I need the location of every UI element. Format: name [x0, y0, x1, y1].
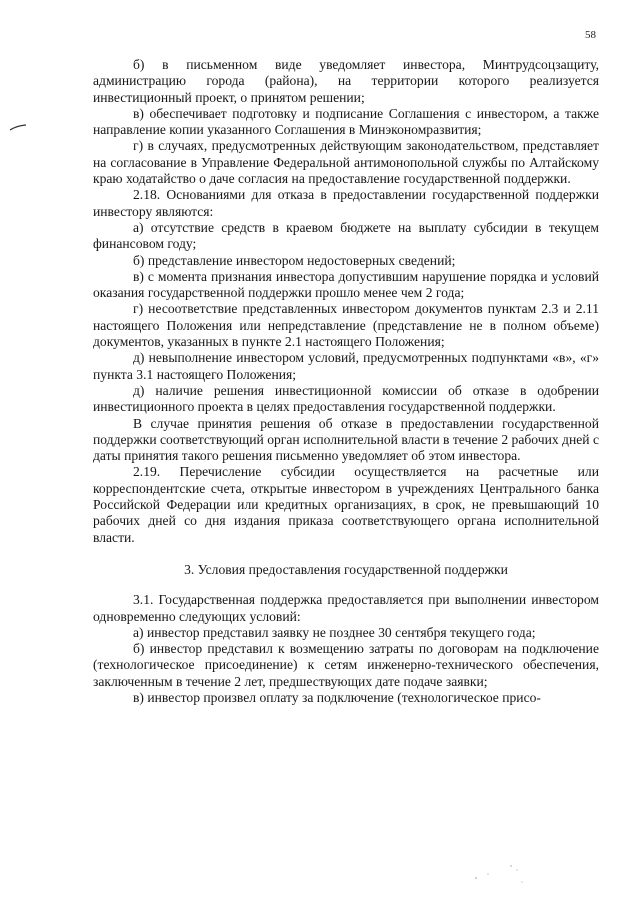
paragraph: в) инвестор произвел оплату за подключение (технологическое присо-: [133, 689, 541, 705]
paragraph: г) несоответствие представленных инвестором документов пунктам 2.3 и 2.11 настоящего Положения или непредставление (представление не в полном объеме) документов, указанных в пункте 2.1 настоящего Положения;: [93, 301, 599, 350]
paragraph: а) инвестор представил заявку не позднее 30 сентября текущего года;: [133, 624, 536, 640]
paragraph: б) в письменном виде уведомляет инвестора, Минтрудсоцзащиту, администрацию города (района), на территории которого реализуется инвестиционный проект, о принятом решении;: [93, 57, 599, 105]
paragraph: В случае принятия решения об отказе в предоставлении государственной поддержки соответствующий орган исполнительной власти в течение 2 рабочих дней с даты принятия такого решения письменно уведомляет об этом инвестора.: [93, 415, 599, 464]
paragraph: б) инвестор представил к возмещению затраты по договорам на подключение (технологическое присоединение) к сетям инженерно-технического обеспечения, заключенным в течение 2 лет, предшествующих дате подаче заявки;: [93, 641, 599, 689]
paragraph: а) отсутствие средств в краевом бюджете на выплату субсидии в текущем финансовом году;: [93, 219, 599, 252]
paragraph: д) невыполнение инвестором условий, предусмотренных подпунктами «в», «г» пункта 3.1 настоящего Положения;: [93, 350, 599, 382]
paragraph: 3.1. Государственная поддержка предоставляется при выполнении инвестором одновременно следующих условий:: [93, 592, 599, 624]
page-number: 58: [585, 29, 596, 41]
section-heading: 3. Условия предоставления государственной поддержки: [184, 561, 508, 577]
paragraph: 2.18. Основаниями для отказа в предоставлении государственной поддержки инвестору являются:: [93, 187, 599, 219]
paragraph: 2.19. Перечисление субсидии осуществляется на расчетные или корреспондентские счета, открытые инвестором в учреждениях Центрального банка Российской Федерации или кредитных организациях, в срок, не превышающий 10 рабочих дней со дня издания приказа соответствующего органа исполнительной власти.: [93, 464, 599, 545]
paragraph: г) в случаях, предусмотренных действующим законодательством, представляет на согласование в Управление Федеральной антимонопольной службы по Алтайскому краю ходатайство о даче согласия на предоставление государственной поддержки.: [93, 138, 599, 187]
paragraph: в) обеспечивает подготовку и подписание Соглашения с инвестором, а также направление копии указанного Соглашения в Минэкономразвития;: [93, 105, 599, 138]
margin-pen-mark: [9, 124, 27, 132]
scan-noise: [470, 856, 530, 896]
paragraph: д) наличие решения инвестиционной комиссии об отказе в одобрении инвестиционного проекта в целях предоставления государственной поддержки.: [93, 382, 599, 415]
document-body: [93, 57, 599, 706]
paragraph: б) представление инвестором недостоверных сведений;: [133, 252, 456, 268]
paragraph: в) с момента признания инвестора допустившим нарушение порядка и условий оказания государственной поддержки прошло менее чем 2 года;: [93, 268, 599, 301]
